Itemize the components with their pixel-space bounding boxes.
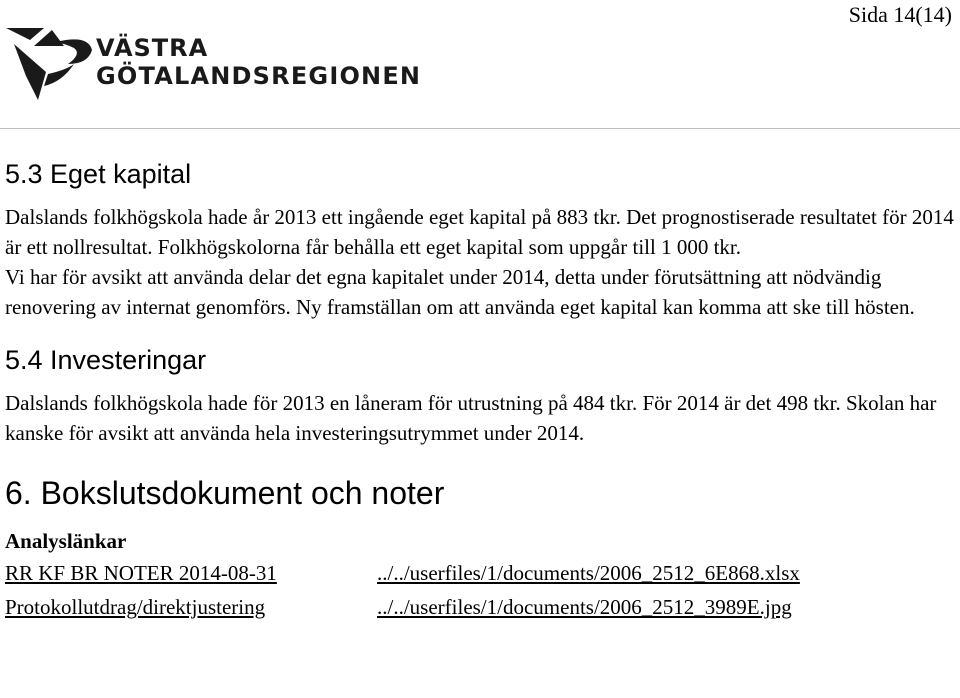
section-5-3-paragraph-2: Vi har för avsikt att använda delar det egna kapitalet under 2014, detta under förutsättning att nödvändig renovering av internat genomförs. Ny framställan om att använda eget kapital kan komma att ske till hösten.: [5, 265, 915, 319]
page-number: Sida 14(14): [848, 2, 952, 27]
logo-emblem-icon: [4, 24, 94, 108]
section-6-title: 6. Bokslutsdokument och noter: [5, 475, 445, 511]
logo-line1: VÄSTRA: [96, 34, 209, 62]
links-heading: Analyslänkar: [5, 529, 127, 553]
section-5-4-paragraph: Dalslands folkhögskola hade för 2013 en låneram för utrustning på 484 tkr. För 2014 är det 498 tkr. Skolan har kanske för avsikt att använda hela investeringsutrymmet under 2014.: [5, 391, 937, 445]
link-path-jpg[interactable]: ../../userfiles/1/documents/2006_2512_3989E.jpg: [377, 595, 792, 619]
header-divider: [0, 128, 960, 129]
link-row: [5, 556, 955, 590]
link-protokollutdrag[interactable]: Protokollutdrag/direktjustering: [5, 595, 266, 619]
link-rr-kf-br-noter[interactable]: RR KF BR NOTER 2014-08-31: [5, 561, 277, 585]
section-5-4-title: 5.4 Investeringar: [5, 345, 207, 375]
document-body: [5, 148, 955, 624]
link-row: [5, 590, 955, 624]
link-path-xlsx[interactable]: ../../userfiles/1/documents/2006_2512_6E868.xlsx: [377, 561, 800, 585]
logo-wordmark: [96, 36, 421, 88]
section-5-3-paragraph-1: Dalslands folkhögskola hade år 2013 ett ingående eget kapital på 883 tkr. Det prognostiserade resultatet för 2014 är ett nollresultat. Folkhögskolorna får behålla ett eget kapital som uppgår till 1 000 tkr.: [5, 205, 954, 259]
region-logo: [4, 24, 422, 108]
logo-line2: GÖTALANDSREGIONEN: [96, 62, 422, 90]
section-5-3-title: 5.3 Eget kapital: [5, 159, 192, 189]
